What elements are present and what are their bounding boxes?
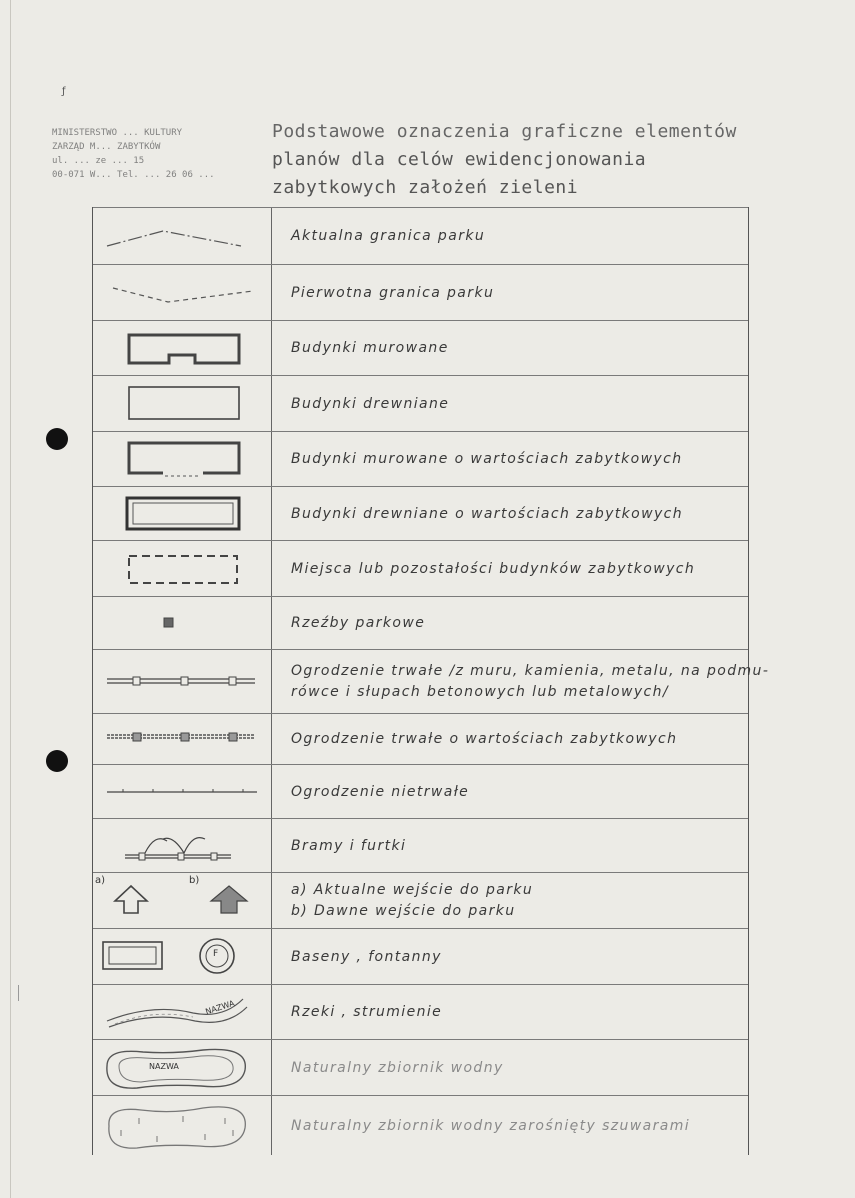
stamp-line-3: ul. ... ze ... 15 — [52, 156, 145, 166]
stamp-line-2: ZARZĄD M... ZABYTKÓW — [52, 142, 161, 152]
gate-symbol — [93, 819, 271, 873]
historic-fence-symbol — [93, 714, 271, 765]
entrance-label-a: a) — [95, 875, 106, 886]
fountain-letter: F — [213, 949, 219, 959]
legend-label: Pierwotna granica parku — [291, 284, 495, 301]
legend-row-rivers — [93, 984, 748, 1040]
stamp-line-4: 00-071 W... Tel. ... 26 06 ... — [52, 170, 215, 180]
historic-wooden-building-symbol — [93, 487, 271, 541]
current-boundary-symbol — [93, 208, 271, 265]
legend-row-original-boundary — [93, 264, 748, 321]
legend-row-sculptures — [93, 596, 748, 650]
brick-building-symbol — [93, 321, 271, 376]
reed-lake-symbol — [93, 1096, 271, 1156]
legend-label-line-1: Ogrodzenie trwałe /z muru, kamienia, metalu, na podmu- — [291, 663, 770, 679]
page-edge-line — [10, 0, 11, 1198]
entrance-symbols — [93, 873, 271, 929]
sculpture-symbol — [93, 597, 271, 650]
document-title — [272, 118, 737, 202]
title-line-2: planów dla celów ewidencjonowania — [272, 149, 647, 170]
legend-label: Naturalny zbiornik wodny — [291, 1059, 504, 1076]
legend-label: Rzeki , strumienie — [291, 1004, 443, 1020]
legend-row-reed-lake — [93, 1095, 748, 1156]
legend-label-line-1: a) Aktualne wejście do parku — [291, 882, 534, 898]
legend-row-current-boundary — [93, 207, 748, 265]
margin-mark — [18, 985, 19, 1001]
legend-row-gates — [93, 818, 748, 873]
institution-stamp — [52, 126, 267, 196]
historic-brick-building-symbol — [93, 432, 271, 487]
stamp-line-1: MINISTERSTWO ... KULTURY — [52, 128, 183, 138]
margin-tick: ƒ — [62, 86, 66, 97]
legend-row-wooden-buildings — [93, 375, 748, 432]
legend-label: Naturalny zbiornik wodny zarośnięty szuwarami — [291, 1117, 691, 1134]
lake-name: NAZWA — [149, 1062, 179, 1071]
title-line-3: zabytkowych założeń zieleni — [272, 177, 579, 198]
legend-label: Baseny , fontanny — [291, 948, 442, 965]
entrance-label-b: b) — [189, 875, 200, 886]
legend-table — [92, 207, 770, 1155]
river-name: NAZWA — [204, 998, 236, 1017]
punch-hole-bottom — [46, 750, 68, 772]
legend-label: Budynki murowane o wartościach zabytkowych — [291, 451, 683, 467]
legend-row-pools — [93, 928, 748, 985]
legend-label: Budynki drewniane — [291, 395, 450, 412]
punch-hole-top — [46, 428, 68, 450]
pool-fountain-symbols — [93, 929, 271, 985]
original-boundary-symbol — [93, 265, 271, 321]
legend-row-permanent-fence — [93, 649, 770, 714]
legend-row-historic-brick — [93, 431, 748, 487]
legend-label-line-2: b) Dawne wejście do parku — [291, 903, 516, 919]
legend-label: Aktualna granica parku — [291, 228, 486, 244]
legend-label: Miejsca lub pozostałości budynków zabytkowych — [291, 560, 696, 577]
legend-label: Rzeźby parkowe — [291, 615, 426, 631]
legend-row-historic-wooden — [93, 486, 748, 541]
legend-label: Budynki murowane — [291, 340, 449, 356]
wooden-building-symbol — [93, 376, 271, 432]
river-symbol — [93, 985, 271, 1040]
legend-row-lake — [93, 1039, 748, 1096]
legend-label: Ogrodzenie nietrwałe — [291, 783, 470, 800]
legend-label: Budynki drewniane o wartościach zabytkowych — [291, 505, 684, 522]
permanent-fence-symbol — [93, 650, 271, 714]
building-remains-symbol — [93, 541, 271, 597]
legend-row-historic-fence — [93, 713, 748, 765]
legend-label: Ogrodzenie trwałe o wartościach zabytkowych — [291, 731, 678, 747]
legend-row-temporary-fence — [93, 764, 748, 819]
legend-label: Bramy i furtki — [291, 837, 407, 854]
lake-symbol — [93, 1040, 271, 1096]
temporary-fence-symbol — [93, 765, 271, 819]
legend-row-remains — [93, 540, 748, 597]
title-line-1: Podstawowe oznaczenia graficzne elementów — [272, 121, 737, 142]
legend-row-entrances — [93, 872, 748, 929]
legend-label-line-2: rówce i słupach betonowych lub metalowych/ — [291, 684, 669, 700]
legend-row-brick-buildings — [93, 320, 748, 376]
